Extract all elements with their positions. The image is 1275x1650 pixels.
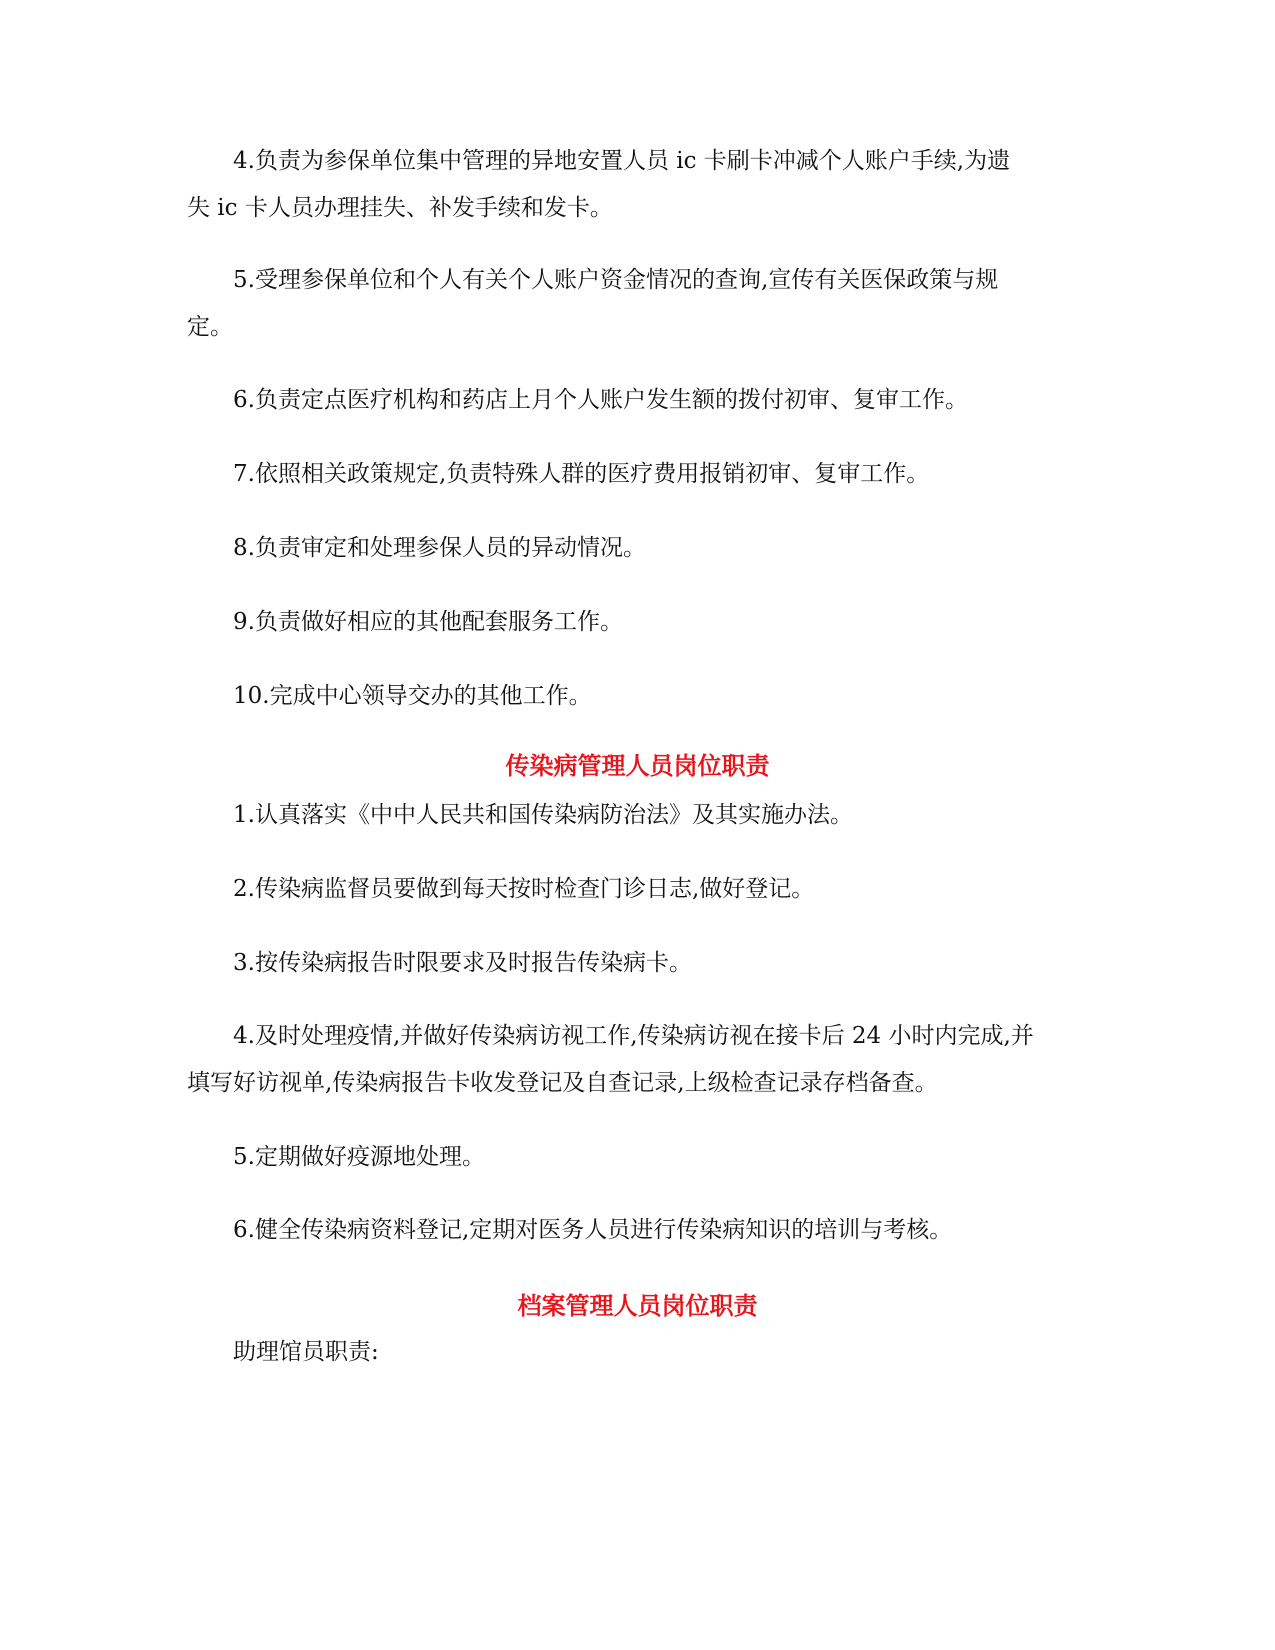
paragraph-line: 9.负责做好相应的其他配套服务工作。 (233, 609, 623, 635)
paragraph-item-9 (187, 599, 1087, 646)
paragraph-item-4 (187, 138, 1087, 232)
paragraph-line: 8.负责审定和处理参保人员的异动情况。 (233, 535, 646, 561)
paragraph-line: 3.按传染病报告时限要求及时报告传染病卡。 (233, 950, 692, 976)
paragraph-line: 5.定期做好疫源地处理。 (233, 1144, 485, 1170)
paragraph-item-10 (187, 673, 1087, 720)
paragraph-item-1 (187, 792, 1087, 839)
paragraph-line: 2.传染病监督员要做到每天按时检查门诊日志,做好登记。 (233, 876, 815, 902)
paragraph-line: 定。 (187, 314, 233, 340)
paragraph-item-8 (187, 525, 1087, 572)
paragraph-line: 失 ic 卡人员办理挂失、补发手续和发卡。 (187, 195, 613, 221)
paragraph-item-3 (187, 940, 1087, 987)
paragraph-line: 4.负责为参保单位集中管理的异地安置人员 ic 卡刷卡冲减个人账户手续,为遗 (233, 148, 1011, 174)
paragraph-item-5b (187, 1134, 1087, 1181)
paragraph-item-6b (187, 1207, 1087, 1254)
paragraph-line: 1.认真落实《中中人民共和国传染病防治法》及其实施办法。 (233, 802, 853, 828)
paragraph-line: 5.受理参保单位和个人有关个人账户资金情况的查询,宣传有关医保政策与规 (233, 267, 999, 293)
paragraph-intro (187, 1329, 1087, 1376)
paragraph-item-6 (187, 377, 1087, 424)
paragraph-line: 6.健全传染病资料登记,定期对医务人员进行传染病知识的培训与考核。 (233, 1217, 953, 1243)
paragraph-line: 7.依照相关政策规定,负责特殊人群的医疗费用报销初审、复审工作。 (233, 461, 930, 487)
section-heading-archive: 档案管理人员岗位职责 (517, 1291, 758, 1320)
paragraph-line: 6.负责定点医疗机构和药店上月个人账户发生额的拨付初审、复审工作。 (233, 387, 968, 413)
paragraph-line: 10.完成中心领导交办的其他工作。 (233, 683, 592, 709)
paragraph-item-7 (187, 451, 1087, 498)
paragraph-item-2 (187, 866, 1087, 913)
section-heading-infectious-disease: 传染病管理人员岗位职责 (505, 751, 770, 780)
paragraph-line: 4.及时处理疫情,并做好传染病访视工作,传染病访视在接卡后 24 小时内完成,并 (233, 1023, 1034, 1049)
paragraph-line: 助理馆员职责: (233, 1339, 379, 1365)
paragraph-line: 填写好访视单,传染病报告卡收发登记及自查记录,上级检查记录存档备查。 (187, 1070, 938, 1096)
paragraph-item-4b (187, 1013, 1087, 1107)
paragraph-item-5 (187, 257, 1087, 351)
